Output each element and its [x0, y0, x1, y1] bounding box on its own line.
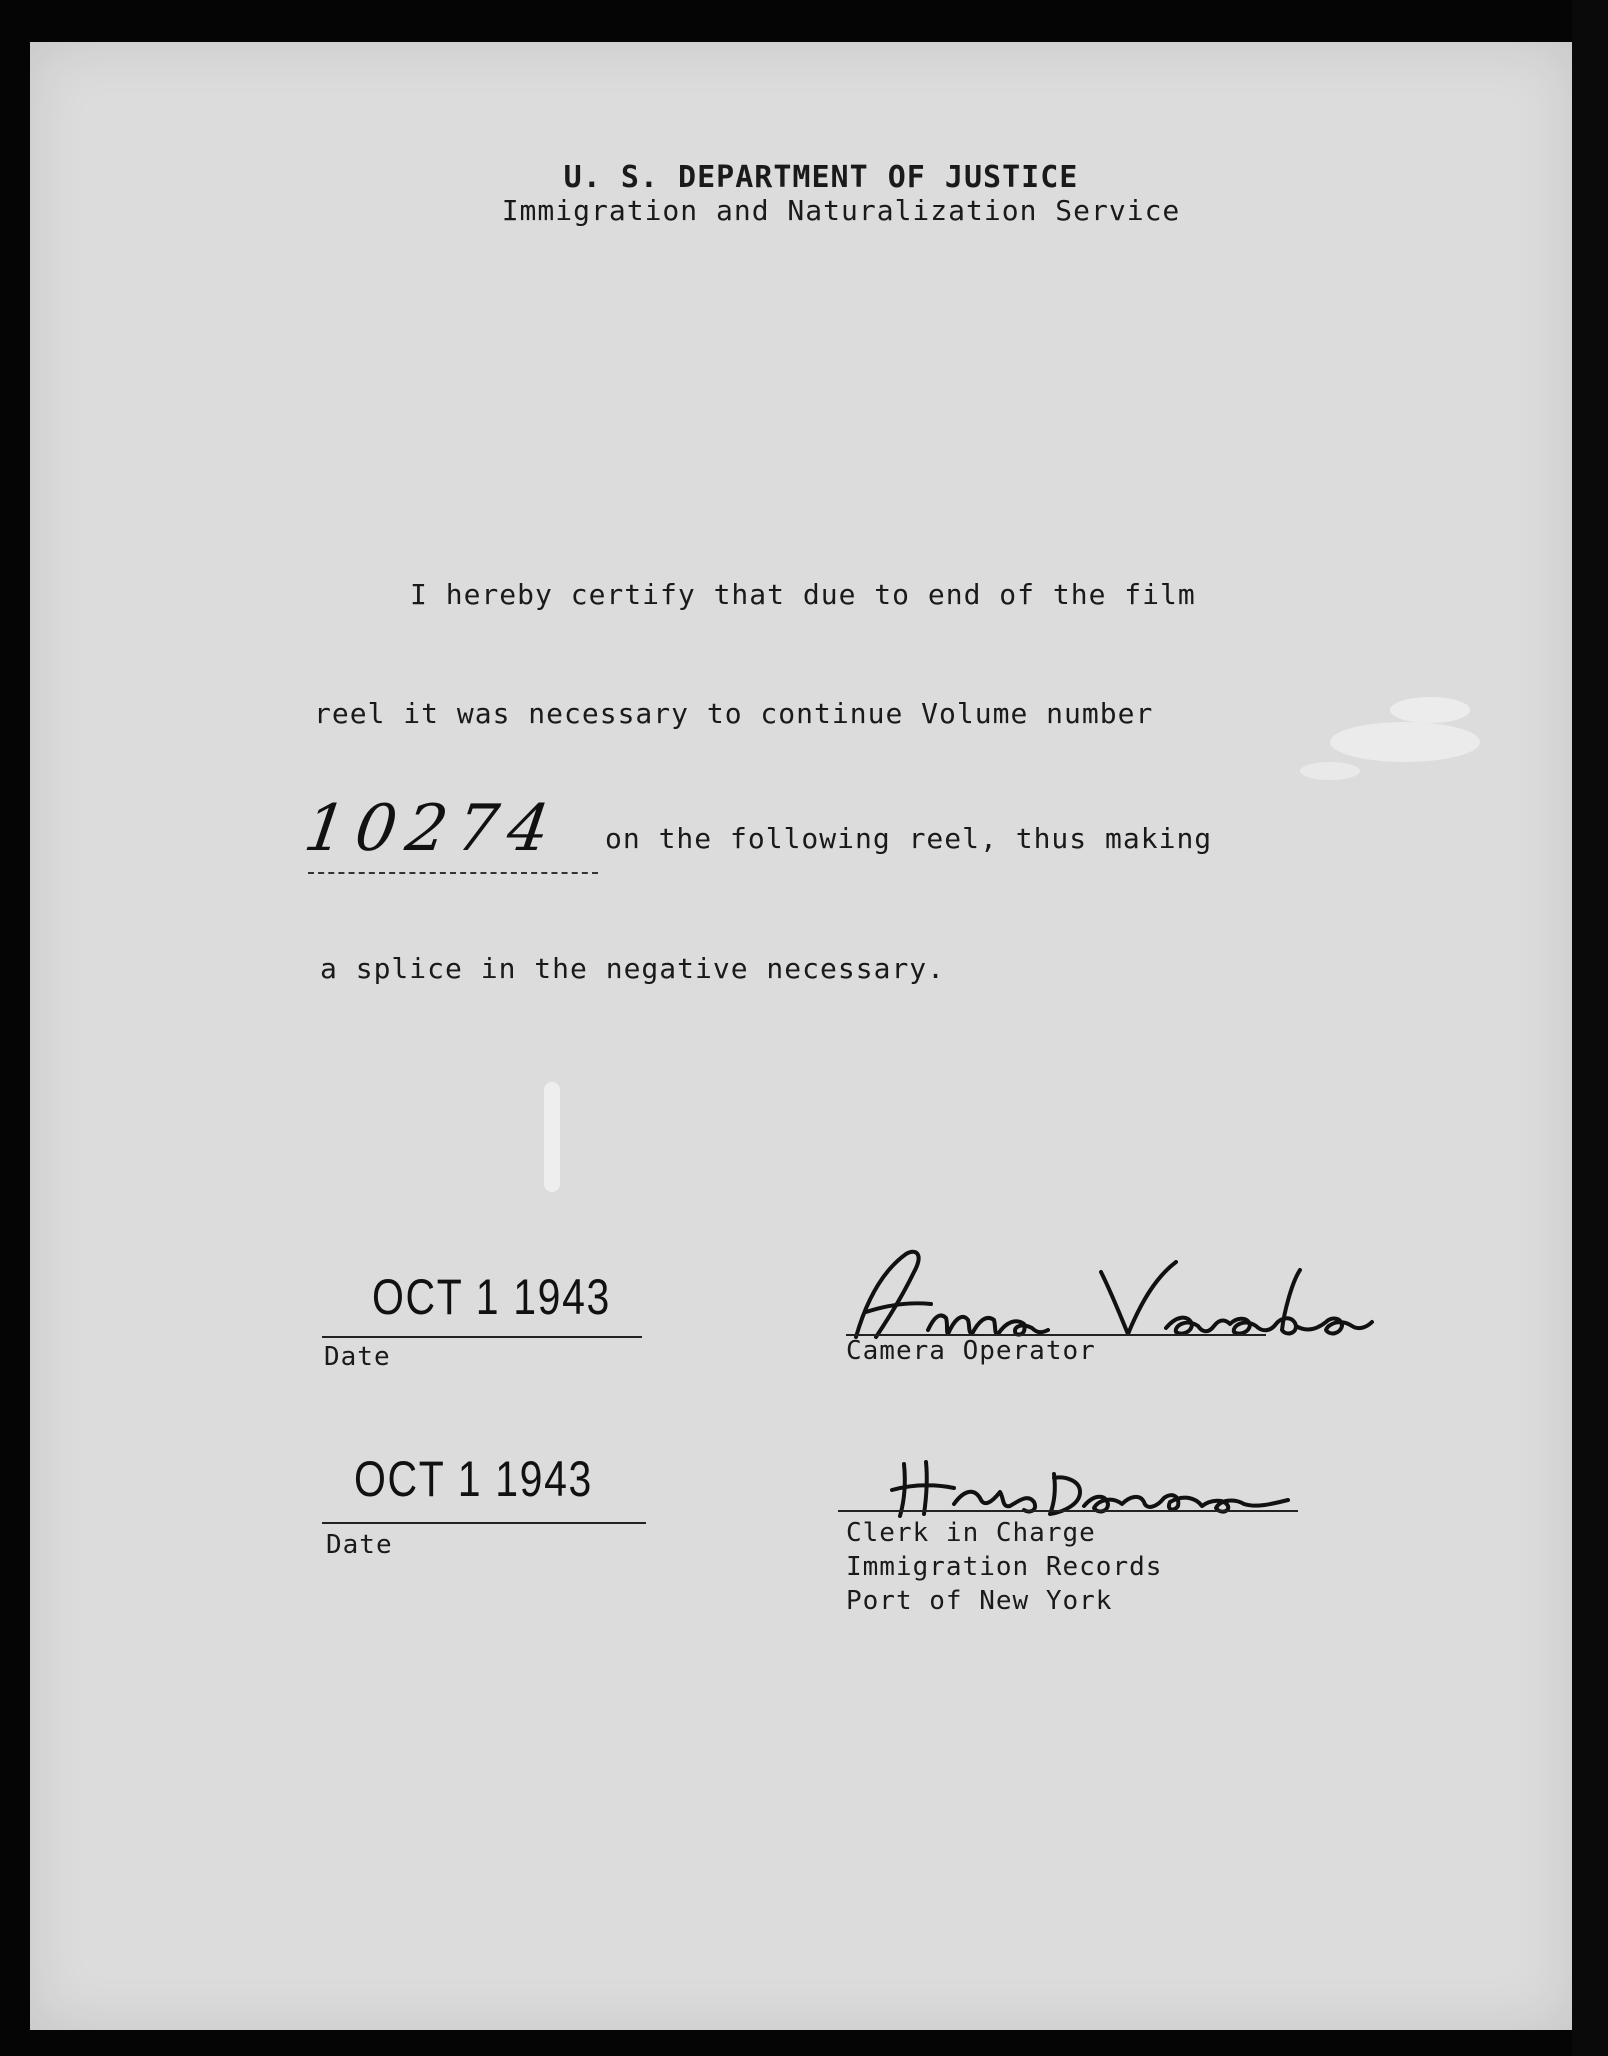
scan-blemish: [1300, 762, 1360, 780]
date-stamp-2: OCT 1 1943: [354, 1451, 594, 1507]
service-subheading: Immigration and Naturalization Service: [501, 194, 1181, 227]
scan-right-edge: [1572, 0, 1608, 2056]
date-label-2: Date: [326, 1530, 393, 1560]
camera-operator-label: Camera Operator: [846, 1336, 1096, 1366]
clerk-signature: [884, 1454, 1304, 1526]
clerk-label-line-3: Port of New York: [846, 1586, 1113, 1616]
volume-number-handwritten: 10274: [299, 792, 564, 866]
scan-blemish: [544, 1082, 560, 1192]
scan-blemish: [1330, 722, 1480, 762]
certification-line-4: a splice in the negative necessary.: [320, 952, 946, 985]
clerk-label-line-2: Immigration Records: [846, 1552, 1163, 1582]
date-line-2: [322, 1522, 646, 1524]
certification-line-2: reel it was necessary to continue Volume number: [314, 697, 1154, 730]
certification-line-3: on the following reel, thus making: [605, 822, 1213, 855]
date-line-1: [322, 1336, 642, 1338]
certification-line-1: I hereby certify that due to end of the film: [410, 578, 1196, 611]
scan-blemish: [1390, 697, 1470, 723]
volume-number-blank: [308, 872, 598, 874]
date-stamp-1: OCT 1 1943: [372, 1269, 612, 1325]
date-label-1: Date: [324, 1342, 391, 1372]
clerk-signature-line: [838, 1510, 1298, 1512]
department-heading: U. S. DEPARTMENT OF JUSTICE: [563, 160, 1079, 195]
document-page: [30, 42, 1572, 2030]
clerk-label-line-1: Clerk in Charge: [846, 1518, 1096, 1548]
